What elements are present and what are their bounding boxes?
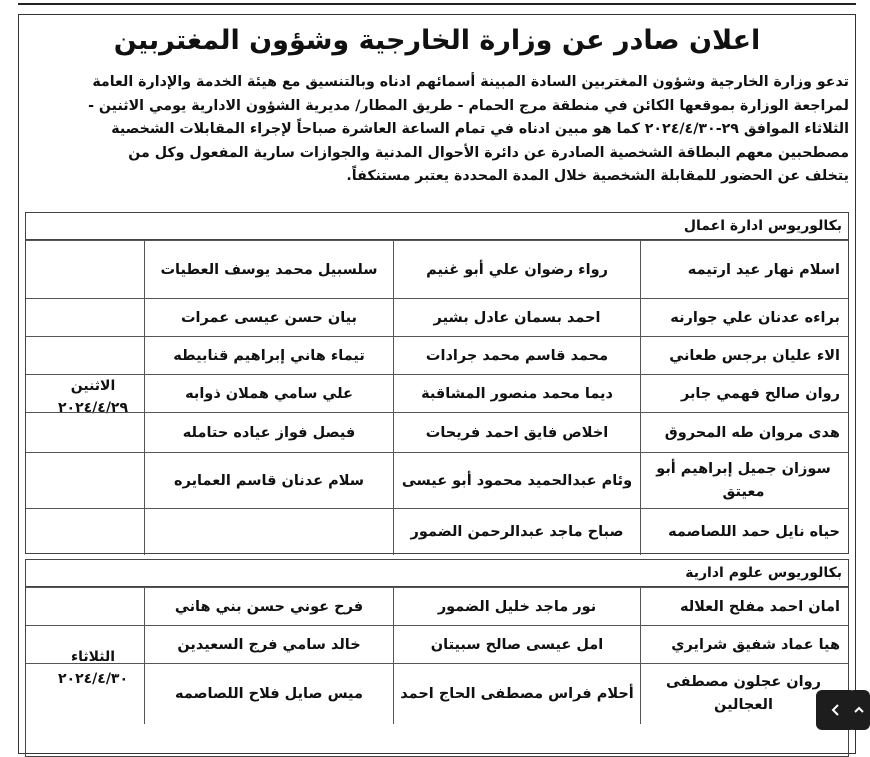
intro-line: لمراجعة الوزارة بموقعها الكائن في منطقة مرج الحمام - طريق المطار/ مديرية الشؤون الادارية يومي الاثنين - [88,97,849,114]
announcement-intro [25,71,849,189]
name-cell: خالد سامي فرج السعيدين [144,626,393,664]
name-cell: اخلاص فايق احمد فريحات [393,413,640,453]
name-cell: سلام عدنان قاسم العمايره [144,453,393,509]
announcement-sheet [18,14,856,754]
name-cell: الاء عليان برجس طعاني [640,337,848,375]
name-cell: محمد قاسم محمد جرادات [393,337,640,375]
table-row [26,625,848,664]
table-business [25,240,849,554]
table-admin-sciences [25,587,849,757]
name-cell: ديما محمد منصور المشاقبة [393,375,640,413]
day-date: ٢٠٢٤/٤/٣٠ [57,671,129,687]
table-row [26,298,848,337]
name-cell: سلسبيل محمد يوسف العطيات [144,241,393,299]
name-cell: امان احمد مفلح العلاله [640,588,848,626]
name-cell: احمد بسمان عادل بشير [393,299,640,337]
table-row [26,663,848,724]
name-cell: فيصل فواز عياده حتامله [144,413,393,453]
intro-line: يتخلف عن الحضور للمقابلة الشخصية خلال المدة المحددة يعتبر مستنكفاً. [346,168,849,184]
top-rule [18,3,856,5]
table-row [26,508,848,555]
day-date: ٢٠٢٤/٤/٢٩ [57,400,129,416]
section-heading-admin-sciences: بكالوريوس علوم ادارية [25,559,849,587]
name-cell: هدى مروان طه المحروق [640,413,848,453]
name-cell: اسلام نهار عيد ارتيمه [640,241,848,299]
name-cell: تيماء هاني إبراهيم قنابيطه [144,337,393,375]
announcement-title: اعلان صادر عن وزارة الخارجية وشؤون المغتربين [113,25,761,56]
name-cell: بيان حسن عيسى عمرات [144,299,393,337]
name-cell: صباح ماجد عبدالرحمن الضمور [393,509,640,555]
name-cell: روان صالح فهمي جابر [640,375,848,413]
name-cell: أحلام فراس مصطفى الحاج احمد [393,664,640,724]
name-cell: هيا عماد شفيق شرايري [640,626,848,664]
table-row [26,587,848,626]
table-row [26,336,848,375]
name-cell: وئام عبدالحميد محمود أبو عيسى [393,453,640,509]
name-cell: سوزان جميل إبراهيم أبو معيتق [640,453,848,509]
name-cell: براءه عدنان علي جوارنه [640,299,848,337]
name-cell: فرح عوني حسن بني هاني [144,588,393,626]
table-row [26,412,848,453]
name-cell [144,509,393,555]
name-cell: ميس صايل فلاح اللصاصمه [144,664,393,724]
chevron-up-icon[interactable] [848,690,870,730]
day-label: الاثنين [70,378,116,394]
name-cell: امل عيسى صالح سبيتان [393,626,640,664]
table-row [26,374,848,413]
intro-line: مصطحبين معهم البطاقة الشخصية الصادرة عن دائرة الأحوال المدنية والجوازات سارية المفعول وكل من [128,144,849,161]
intro-line: الثلاثاء الموافق ٢٩-٢٠٢٤/٤/٣٠ كما هو مبين ادناه في تمام الساعة العاشرة صباحاً لإجراء المقابلات الشخصية [111,121,849,137]
intro-line: تدعو وزارة الخارجية وشؤون المغتربين السادة المبينة أسمائهم ادناه وبالتنسيق مع هيئة الخدمة والإدارة العامة [92,74,849,90]
day-label: الثلاثاء [70,649,116,665]
table-row [26,240,848,299]
section-heading-business: بكالوريوس ادارة اعمال [25,212,849,240]
name-cell: روان عجلون مصطفى العجالين [640,664,848,724]
name-cell: نور ماجد خليل الضمور [393,588,640,626]
name-cell: حياه نايل حمد اللصاصمه [640,509,848,555]
table-row [26,452,848,509]
name-cell: علي سامي هملان ذوابه [144,375,393,413]
name-cell: رواء رضوان علي أبو غنيم [393,241,640,299]
